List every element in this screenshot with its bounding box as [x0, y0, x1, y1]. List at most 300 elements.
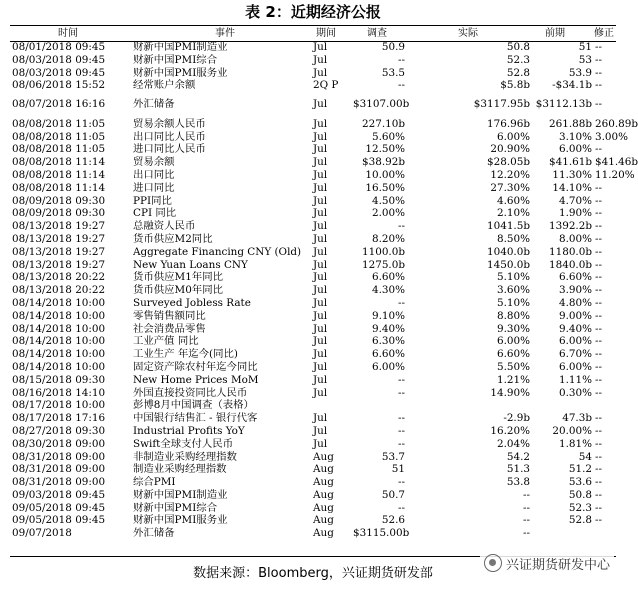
cell-prior: 6.00%: [558, 143, 592, 156]
cell-datetime: 08/31/2018 09:00: [12, 476, 106, 489]
cell-period: Jul: [313, 66, 328, 79]
cell-revised: --: [595, 514, 603, 527]
cell-revised: --: [595, 79, 603, 92]
cell-datetime: 08/09/2018 09:30: [12, 207, 106, 220]
cell-event: Industrial Profits YoY: [133, 424, 245, 437]
cell-prior: 1392.2b: [548, 220, 592, 233]
cell-datetime: 08/31/2018 09:00: [12, 463, 106, 476]
cell-survey: 6.00%: [371, 360, 405, 373]
cell-revised: --: [595, 220, 603, 233]
table-row: [10, 438, 616, 451]
cell-datetime: 08/31/2018 09:00: [12, 450, 106, 463]
header-period: 期间: [316, 28, 336, 39]
cell-event: 外汇储备: [133, 527, 175, 540]
cell-actual: 50.8: [506, 41, 530, 53]
cell-revised: 3.00%: [595, 130, 629, 143]
cell-actual: --: [522, 501, 530, 514]
data-source: 数据来源：Bloomberg，兴证期货研发部: [193, 566, 433, 581]
cell-revised: --: [595, 245, 603, 258]
cell-prior: 6.70%: [558, 348, 592, 361]
cell-survey: --: [397, 373, 405, 386]
cell-survey: 5.60%: [371, 130, 405, 143]
cell-revised: --: [595, 232, 603, 245]
cell-revised: --: [595, 181, 603, 194]
cell-survey: 8.20%: [371, 232, 405, 245]
cell-survey: --: [397, 386, 405, 399]
table-title: 表 2：近期经济公报: [245, 3, 381, 21]
cell-period: Jul: [313, 386, 328, 399]
table-row: [10, 387, 616, 400]
cell-revised: 260.89b: [595, 117, 638, 130]
cell-period: Jul: [313, 284, 328, 297]
cell-datetime: 08/14/2018 10:00: [12, 335, 106, 348]
cell-prior: 1840.0b: [548, 258, 592, 271]
cell-prior: -$34.1b: [552, 79, 592, 92]
cell-datetime: 08/13/2018 20:22: [12, 284, 106, 297]
cell-period: Jul: [313, 309, 328, 322]
cell-datetime: 08/15/2018 09:30: [12, 373, 106, 386]
cell-datetime: 08/14/2018 10:00: [12, 296, 106, 309]
cell-prior: 4.80%: [558, 296, 592, 309]
cell-revised: --: [595, 437, 603, 450]
cell-revised: --: [595, 322, 603, 335]
table-row: [10, 463, 616, 476]
cell-datetime: 08/14/2018 10:00: [12, 360, 106, 373]
cell-prior: 9.40%: [558, 322, 592, 335]
cell-revised: --: [595, 66, 603, 79]
cell-datetime: 08/14/2018 10:00: [12, 322, 106, 335]
cell-prior: 51.2: [568, 463, 592, 476]
cell-revised: --: [595, 207, 603, 220]
cell-period: Jul: [313, 232, 328, 245]
cell-event: New Home Prices MoM: [133, 373, 259, 386]
cell-prior: 8.00%: [558, 232, 592, 245]
cell-prior: 9.00%: [558, 309, 592, 322]
cell-prior: 261.88b: [548, 117, 592, 130]
cell-survey: --: [397, 79, 405, 92]
cell-actual: 52.8: [506, 66, 530, 79]
cell-period: Jul: [313, 322, 328, 335]
header-event: 事件: [215, 28, 235, 39]
cell-actual: 53.8: [506, 476, 530, 489]
cell-event: 外国直接投资同比人民币: [133, 386, 248, 399]
cell-revised: --: [595, 194, 603, 207]
cell-period: Jul: [313, 117, 328, 130]
cell-prior: 52.8: [568, 514, 592, 527]
cell-datetime: 08/13/2018 19:27: [12, 245, 106, 258]
cell-period: Aug: [313, 488, 334, 501]
table-row: [10, 361, 616, 374]
table-body: [10, 41, 638, 540]
table-row: [10, 514, 616, 527]
cell-prior: 1.90%: [558, 207, 592, 220]
cell-survey: 9.40%: [371, 322, 405, 335]
cell-revised: --: [595, 296, 603, 309]
table-row: [10, 374, 616, 387]
cell-event: 总融资人民币: [133, 220, 196, 233]
cell-event: 出口同比人民币: [133, 130, 206, 143]
cell-survey: 53.7: [381, 450, 405, 463]
cell-event: 经常账户余额: [133, 79, 196, 92]
cell-event: Aggregate Financing CNY (Old): [133, 245, 302, 258]
cell-survey: $3115.00b: [353, 527, 410, 540]
cell-revised: --: [595, 424, 603, 437]
cell-event: 货币供应M1年同比: [133, 271, 223, 284]
cell-survey: --: [397, 424, 405, 437]
cell-event: 财新中国PMI制造业: [133, 41, 228, 53]
cell-actual: $28.05b: [486, 156, 530, 169]
cell-datetime: 09/05/2018 09:45: [12, 514, 106, 527]
cell-revised: 11.20%: [595, 168, 635, 181]
cell-actual: 6.00%: [496, 335, 530, 348]
cell-survey: 50.7: [381, 488, 405, 501]
cell-datetime: 08/13/2018 19:27: [12, 220, 106, 233]
table-row: [10, 502, 616, 515]
cell-period: Jul: [313, 156, 328, 169]
cell-period: Jul: [313, 245, 328, 258]
cell-actual: 3.60%: [496, 284, 530, 297]
table-row: [10, 246, 616, 259]
cell-period: Aug: [313, 476, 334, 489]
cell-datetime: 08/08/2018 11:05: [12, 117, 106, 130]
cell-revised: --: [595, 501, 603, 514]
cell-datetime: 08/07/2018 16:16: [12, 98, 106, 111]
cell-actual: 1040.0b: [486, 245, 530, 258]
cell-datetime: 08/08/2018 11:14: [12, 168, 106, 181]
cell-survey: 2.00%: [371, 207, 405, 220]
cell-event: PPI同比: [133, 194, 172, 207]
cell-survey: 4.30%: [371, 284, 405, 297]
cell-survey: --: [397, 501, 405, 514]
cell-survey: 12.50%: [365, 143, 405, 156]
cell-survey: 1100.0b: [361, 245, 405, 258]
cell-prior: 20.00%: [552, 424, 592, 437]
table-row: [10, 335, 616, 348]
cell-prior: 1.11%: [558, 373, 592, 386]
cell-actual: $5.8b: [500, 79, 530, 92]
table-row: [10, 412, 616, 425]
table-row: [10, 527, 616, 540]
cell-survey: --: [397, 53, 405, 66]
cell-prior: 54: [578, 450, 592, 463]
cell-survey: $3107.00b: [353, 98, 410, 111]
cell-period: Aug: [313, 527, 334, 540]
cell-survey: 4.50%: [371, 194, 405, 207]
cell-prior: $3112.13b: [535, 98, 592, 111]
cell-event: 贸易余额: [133, 156, 175, 169]
cell-revised: $41.46b: [595, 156, 638, 169]
cell-event: 进口同比人民币: [133, 143, 206, 156]
cell-survey: --: [397, 412, 405, 425]
cell-actual: $3117.95b: [473, 98, 530, 111]
table-row: [10, 348, 616, 361]
cell-event: Surveyed Jobless Rate: [133, 296, 251, 309]
cell-prior: 50.8: [568, 488, 592, 501]
cell-prior: $41.61b: [548, 156, 592, 169]
cell-period: Jul: [313, 348, 328, 361]
cell-event: 非制造业采购经理指数: [133, 450, 237, 463]
table-row: [10, 182, 616, 195]
cell-prior: 3.10%: [558, 130, 592, 143]
cell-survey: --: [397, 476, 405, 489]
cell-revised: --: [595, 41, 603, 53]
table-row: [10, 143, 616, 156]
table-header: [10, 25, 616, 42]
cell-revised: --: [595, 258, 603, 271]
cell-period: Jul: [313, 335, 328, 348]
cell-period: 2Q P: [313, 79, 339, 92]
cell-survey: 9.10%: [371, 309, 405, 322]
table-row: [10, 207, 616, 220]
cell-revised: --: [595, 476, 603, 489]
cell-event: 出口同比: [133, 168, 175, 181]
cell-revised: --: [595, 386, 603, 399]
cell-actual: 16.20%: [490, 424, 530, 437]
cell-actual: --: [522, 527, 530, 540]
cell-survey: 1275.0b: [361, 258, 405, 271]
cell-actual: --: [522, 488, 530, 501]
cell-actual: 5.10%: [496, 296, 530, 309]
header-prior: 前期: [545, 28, 565, 39]
wechat-icon: [484, 554, 502, 572]
cell-survey: 16.50%: [365, 181, 405, 194]
cell-datetime: 08/09/2018 09:30: [12, 194, 106, 207]
cell-actual: 52.3: [506, 53, 530, 66]
cell-datetime: 08/13/2018 19:27: [12, 258, 106, 271]
cell-event: 社会消费品零售: [133, 322, 206, 335]
cell-actual: 12.20%: [490, 168, 530, 181]
cell-period: Jul: [313, 143, 328, 156]
cell-prior: 6.60%: [558, 271, 592, 284]
cell-prior: 4.70%: [558, 194, 592, 207]
cell-event: 外汇储备: [133, 98, 175, 111]
cell-prior: 47.3b: [562, 412, 592, 425]
cell-period: Jul: [313, 41, 328, 53]
cell-prior: 52.3: [568, 501, 592, 514]
cell-actual: 8.50%: [496, 232, 530, 245]
cell-prior: 6.00%: [558, 335, 592, 348]
cell-period: Jul: [313, 168, 328, 181]
cell-revised: --: [595, 488, 603, 501]
cell-survey: 6.60%: [371, 348, 405, 361]
cell-actual: 4.60%: [496, 194, 530, 207]
cell-prior: 14.10%: [552, 181, 592, 194]
cell-period: Jul: [313, 53, 328, 66]
cell-period: Aug: [313, 450, 334, 463]
cell-datetime: 08/30/2018 09:00: [12, 437, 106, 450]
cell-prior: 3.90%: [558, 284, 592, 297]
cell-survey: 227.10b: [361, 117, 405, 130]
cell-event: 财新中国PMI制造业: [133, 488, 228, 501]
cell-datetime: 09/03/2018 09:45: [12, 488, 106, 501]
cell-revised: --: [595, 143, 603, 156]
table-row: [10, 54, 616, 67]
table-row: [10, 92, 616, 118]
table-row: [10, 399, 616, 412]
cell-actual: 5.10%: [496, 271, 530, 284]
watermark: [480, 552, 614, 574]
table-row: [10, 117, 638, 131]
cell-period: Jul: [313, 373, 328, 386]
cell-revised: --: [595, 412, 603, 425]
cell-event: 财新中国PMI综合: [133, 501, 218, 514]
table-row: [10, 79, 616, 92]
cell-period: Jul: [313, 98, 328, 111]
cell-prior: 1180.0b: [548, 245, 592, 258]
cell-actual: 1450.0b: [486, 258, 530, 271]
cell-event: 工业生产 年迄今(同比): [133, 348, 238, 361]
cell-prior: 11.30%: [552, 168, 592, 181]
cell-revised: --: [595, 348, 603, 361]
cell-period: Jul: [313, 437, 328, 450]
table-row: [10, 476, 616, 489]
cell-event: 财新中国PMI综合: [133, 53, 218, 66]
cell-revised: --: [595, 463, 603, 476]
cell-event: New Yuan Loans CNY: [133, 258, 248, 271]
table-row: [10, 130, 629, 144]
cell-prior: 1.81%: [558, 437, 592, 450]
cell-actual: 1041.5b: [486, 220, 530, 233]
cell-actual: 2.04%: [496, 437, 530, 450]
cell-event: 工业产值 同比: [133, 335, 199, 348]
cell-period: Aug: [313, 501, 334, 514]
cell-period: Aug: [313, 463, 334, 476]
cell-event: 零售销售额同比: [133, 309, 206, 322]
cell-datetime: 08/13/2018 19:27: [12, 232, 106, 245]
cell-datetime: 08/06/2018 15:52: [12, 79, 106, 92]
cell-datetime: 08/16/2018 14:10: [12, 386, 106, 399]
cell-prior: 0.30%: [558, 386, 592, 399]
table-row: [10, 451, 616, 464]
cell-datetime: 08/14/2018 10:00: [12, 348, 106, 361]
table-row: [10, 323, 616, 336]
cell-survey: 53.5: [381, 66, 405, 79]
cell-actual: 8.80%: [496, 309, 530, 322]
cell-datetime: 08/27/2018 09:30: [12, 424, 106, 437]
cell-period: Jul: [313, 258, 328, 271]
cell-survey: 10.00%: [365, 168, 405, 181]
watermark-text: 兴证期货研发中心: [505, 557, 610, 573]
cell-event: Swift全球支付人民币: [133, 437, 234, 450]
cell-prior: 53: [578, 53, 592, 66]
cell-survey: 52.6: [381, 514, 405, 527]
cell-actual: --: [522, 514, 530, 527]
cell-actual: 2.10%: [496, 207, 530, 220]
cell-actual: 27.30%: [490, 181, 530, 194]
table-row: [10, 425, 616, 438]
cell-revised: --: [595, 373, 603, 386]
cell-datetime: 08/17/2018 10:00: [12, 399, 106, 412]
cell-actual: 9.30%: [496, 322, 530, 335]
cell-actual: 6.60%: [496, 348, 530, 361]
cell-actual: 14.90%: [490, 386, 530, 399]
cell-event: CPI 同比: [133, 207, 177, 220]
cell-datetime: 08/08/2018 11:14: [12, 181, 106, 194]
cell-period: Jul: [313, 181, 328, 194]
cell-actual: 1.21%: [496, 373, 530, 386]
cell-actual: -2.9b: [503, 412, 530, 425]
table-row: [10, 489, 616, 502]
table-row: [10, 271, 616, 284]
table-row: [10, 195, 616, 208]
table-row: [10, 168, 635, 182]
cell-prior: 51: [578, 41, 592, 53]
cell-revised: --: [595, 284, 603, 297]
table-row: [10, 297, 616, 310]
cell-revised: --: [595, 360, 603, 373]
cell-datetime: 09/07/2018: [12, 527, 72, 540]
cell-datetime: 08/08/2018 11:05: [12, 143, 106, 156]
cell-period: Aug: [313, 514, 334, 527]
cell-period: Jul: [313, 207, 328, 220]
cell-period: Jul: [313, 130, 328, 143]
cell-prior: 6.00%: [558, 360, 592, 373]
table-row: [10, 220, 616, 233]
table-row: [10, 67, 616, 80]
cell-datetime: 08/03/2018 09:45: [12, 53, 106, 66]
cell-survey: 51: [391, 463, 405, 476]
cell-period: Jul: [313, 194, 328, 207]
cell-actual: 5.50%: [496, 360, 530, 373]
cell-datetime: 08/13/2018 20:22: [12, 271, 106, 284]
cell-event: 财新中国PMI服务业: [133, 66, 228, 79]
cell-revised: --: [595, 309, 603, 322]
table-row: [10, 310, 616, 323]
cell-datetime: 08/03/2018 09:45: [12, 66, 106, 79]
cell-period: Jul: [313, 412, 328, 425]
cell-survey: 6.30%: [371, 335, 405, 348]
cell-survey: --: [397, 220, 405, 233]
table-row: [10, 259, 616, 272]
cell-event: 货币供应M0年同比: [133, 284, 223, 297]
header-datetime: 时间: [58, 28, 78, 39]
cell-actual: 176.96b: [486, 117, 530, 130]
cell-event: 中国银行结售汇 - 银行代客: [133, 412, 258, 425]
header-actual: 实际: [458, 28, 478, 39]
cell-event: 货币供应M2同比: [133, 232, 213, 245]
cell-actual: 6.00%: [496, 130, 530, 143]
cell-datetime: 08/17/2018 17:16: [12, 412, 106, 425]
cell-period: Jul: [313, 271, 328, 284]
cell-datetime: 08/01/2018 09:45: [12, 41, 106, 53]
cell-period: Jul: [313, 360, 328, 373]
cell-period: Jul: [313, 220, 328, 233]
cell-period: Jul: [313, 424, 328, 437]
cell-event: 进口同比: [133, 181, 175, 194]
table-row: [10, 284, 616, 297]
cell-datetime: 09/05/2018 09:45: [12, 501, 106, 514]
cell-actual: 51.3: [506, 463, 530, 476]
cell-revised: --: [595, 53, 603, 66]
cell-event: 制造业采购经理指数: [133, 463, 227, 476]
cell-survey: 50.9: [381, 41, 405, 53]
cell-prior: 53.6: [568, 476, 592, 489]
table-row: [10, 41, 616, 54]
cell-revised: --: [595, 335, 603, 348]
cell-datetime: 08/14/2018 10:00: [12, 309, 106, 322]
cell-survey: 6.60%: [371, 271, 405, 284]
cell-datetime: 08/08/2018 11:05: [12, 130, 106, 143]
cell-event: 综合PMI: [133, 476, 176, 489]
cell-prior: 53.9: [568, 66, 592, 79]
header-revised: 修正: [594, 28, 614, 39]
cell-survey: --: [397, 437, 405, 450]
table-row: [10, 156, 638, 169]
cell-survey: $38.92b: [361, 156, 405, 169]
header-survey: 调查: [367, 28, 387, 39]
cell-event: 彭博8月中国调查（表格）: [133, 399, 254, 412]
cell-survey: --: [397, 296, 405, 309]
